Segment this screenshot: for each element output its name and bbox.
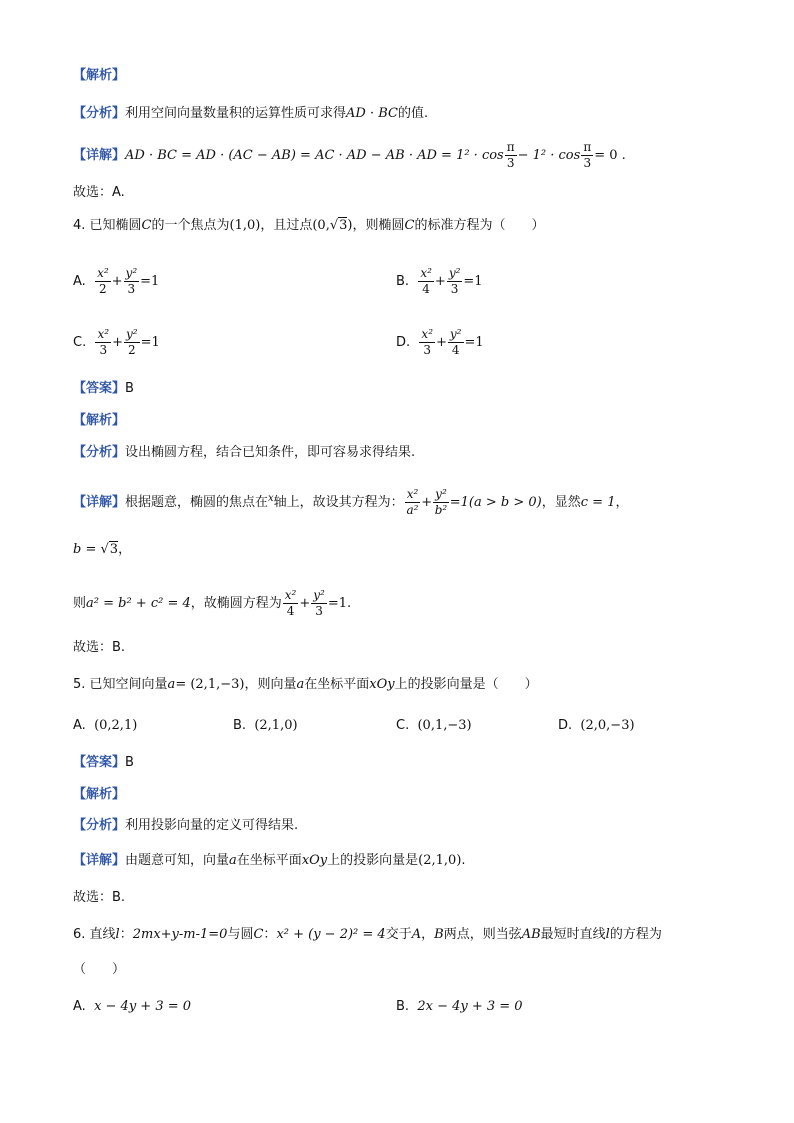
- q5-stem-b: ，则向量: [244, 677, 297, 692]
- q4-stem-a: 4. 已知椭圆: [73, 218, 142, 233]
- q5-plane2: xOy: [301, 853, 328, 868]
- q3-xiangjie-expr2: − 1² · cos: [517, 148, 581, 163]
- fenxi-expr: AD · BC: [346, 106, 398, 121]
- q5-option-d: D. (2,0,−3): [558, 718, 635, 733]
- q4-xiangjie: 【详解】根据题意，椭圆的焦点在$^x$轴上，故设其方程为： $\frac{\text{x²}}{\text{a²}}$ + $\frac{\text{y²}}{\text{b²}}$ =1(a > b > 0)，显然c = 1，: [73, 487, 629, 517]
- q6-AB: AB: [521, 927, 541, 942]
- frac-pi-3b: $\frac{\pi}{3}$: [583, 140, 592, 170]
- q4-xj-a: 根据题意，椭圆的焦点在: [125, 495, 269, 510]
- q5-fenxi-text: 利用投影向量的定义可得结果.: [125, 818, 299, 833]
- q4-option-b: B. $\frac{\text{x²}}{4}$ + $\frac{\text{y²}}{3}$ =1: [396, 266, 483, 296]
- q5-xj-a: 由题意可知，向量: [125, 853, 230, 868]
- q4-C2: C: [404, 218, 415, 233]
- q6-stem-e: 交于: [385, 927, 412, 942]
- frac-x2-a2: $\frac{\text{x²}}{\text{a²}}$: [406, 487, 419, 517]
- q5-stem-d: 上的投影向量是（ ）: [394, 677, 538, 692]
- q6-option-b: B. 2x − 4y + 3 = 0: [396, 999, 523, 1014]
- q4-stem-d: ，则椭圆: [352, 218, 405, 233]
- q6-stem-b: ：: [119, 927, 133, 942]
- q3-fenxi-line: [73, 104, 428, 124]
- fenxi-tail: 的值.: [397, 106, 429, 121]
- q5-xj-b: 在坐标平面: [236, 853, 302, 868]
- q4-then-a: 则: [73, 596, 87, 611]
- q4-a-eq: a² = b² + c² = 4: [86, 596, 191, 611]
- q5-stem: [73, 675, 538, 695]
- q5-vec-a2: a: [296, 677, 305, 692]
- q5-vec-val: = (2,1,−3): [175, 677, 245, 692]
- q6-paren: [73, 960, 125, 980]
- q6-l2: l: [605, 927, 610, 942]
- q6-paren-text: （ ）: [73, 962, 126, 977]
- xiangjie-label: 【详解】: [73, 495, 126, 510]
- q5-option-c: C. (0,1,−3): [396, 718, 472, 733]
- q4-answer-val: B: [125, 381, 134, 396]
- q4-C: C: [141, 218, 152, 233]
- q4-focus: (1,0): [229, 218, 261, 233]
- q6-C: C: [253, 927, 264, 942]
- q6-A: A: [411, 927, 422, 942]
- fenxi-label: 【分析】: [73, 445, 126, 460]
- q6-line-eq: 2mx+y-m-1=0: [132, 927, 228, 942]
- q3-xiangjie-line: [73, 140, 626, 171]
- frac-y2-b2: $\frac{\text{y²}}{\text{b²}}$: [434, 487, 448, 517]
- q4-b-eq: b = √3，: [73, 542, 132, 557]
- q5-answer-val: B: [125, 755, 134, 770]
- q4-jiexi: [73, 411, 125, 431]
- q6-circle-eq: x² + (y − 2)² = 4: [276, 927, 386, 942]
- q6-stem: 6. 直线l：2mx+y-m-1=0与圆C：x² + (y − 2)² = 4交于A，B两点，则当弦AB最短时直线l的方程为: [73, 927, 662, 942]
- q3-jiexi-label: [73, 66, 125, 86]
- q6-stem-c: 与圆: [227, 927, 254, 942]
- q4-xj-b: 轴上，故设其方程为：: [273, 495, 404, 510]
- q4-xj-x: x: [268, 493, 274, 504]
- q4-option-a: A. $\frac{\text{x²}}{2}$ + $\frac{\text{y²}}{3}$ =1: [73, 266, 160, 296]
- q5-option-b: B. (2,1,0): [233, 718, 298, 733]
- q5-answer-text: 故选：B.: [73, 890, 126, 905]
- q4-stem: [73, 216, 544, 236]
- q4-b-pre: b =: [73, 542, 101, 557]
- q4-option-d: D. $\frac{\text{x²}}{3}$ + $\frac{\text{y²}}{4}$ =1: [396, 327, 484, 357]
- daan-label: 【答案】: [73, 755, 126, 770]
- q6-l: l: [115, 927, 120, 942]
- xiangjie-label: 【详解】: [73, 148, 126, 163]
- jiexi-label: 【解析】: [73, 68, 126, 83]
- q4-stem-c: ，且过点: [260, 218, 313, 233]
- q4-fenxi-text: 设出椭圆方程，结合已知条件，即可容易求得结果.: [125, 445, 416, 460]
- q4-cond: =1(a > b > 0): [449, 495, 542, 510]
- q5-answer: [73, 888, 125, 908]
- q4-c-eq: c = 1: [580, 495, 616, 510]
- q4-answer-text: 故选：B.: [73, 640, 126, 655]
- q6-B: B: [434, 927, 444, 942]
- fenxi-label: 【分析】: [73, 106, 126, 121]
- q3-xiangjie-expr: AD · BC = AD · (AC − AB) = AC · AD − AB · AD = 1² · cos: [125, 148, 504, 163]
- q4-b-rad: 3: [109, 542, 119, 557]
- fenxi-label: 【分析】: [73, 818, 126, 833]
- q5-jiexi: [73, 785, 125, 805]
- jiexi-label: 【解析】: [73, 787, 126, 802]
- fenxi-text: 利用空间向量数量积的运算性质可求得: [125, 106, 347, 121]
- xiangjie-label: 【详解】: [73, 853, 126, 868]
- q4-final-tail: =1.: [327, 596, 352, 611]
- q6-stem-h: 的方程为: [609, 927, 662, 942]
- q4-stem-e: 的标准方程为（ ）: [414, 218, 545, 233]
- q6-stem-g: 最短时直线: [540, 927, 606, 942]
- q6-stem-d: ：: [263, 927, 277, 942]
- q4-fenxi: [73, 443, 415, 463]
- q6-option-a: A. x − 4y + 3 = 0: [73, 999, 192, 1014]
- q4-answer: [73, 638, 125, 658]
- q3-answer: [73, 183, 125, 203]
- q5-vec-a: a: [167, 677, 176, 692]
- q4-option-c: C. $\frac{\text{x²}}{3}$ + $\frac{\text{y²}}{2}$ =1: [73, 327, 160, 357]
- q4-point: (0,√3): [312, 218, 353, 233]
- q3-xiangjie-end: = 0 .: [594, 148, 626, 163]
- jiexi-label: 【解析】: [73, 413, 126, 428]
- q5-result: (2,1,0): [418, 853, 462, 868]
- q3-answer-text: 故选：A.: [73, 185, 125, 200]
- q4-daan: [73, 379, 134, 399]
- q5-stem-a: 5. 已知空间向量: [73, 677, 168, 692]
- q4-then-b: ，故椭圆方程为: [190, 596, 282, 611]
- q5-option-a: A. (0,2,1): [73, 718, 138, 733]
- q5-plane: xOy: [369, 677, 395, 692]
- q5-xj-c: 上的投影向量是: [327, 853, 419, 868]
- q4-then: 则a² = b² + c² = 4，故椭圆方程为 $\frac{\text{x²}}{4}$ + $\frac{\text{y²}}{3}$ =1.: [73, 588, 352, 618]
- q5-vec-a3: a: [229, 853, 237, 868]
- q4-stem-b: 的一个焦点为: [151, 218, 230, 233]
- q6-stem-a: 6. 直线: [73, 927, 116, 942]
- q6-stem-f: 两点，则当弦: [443, 927, 522, 942]
- q5-xiangjie: 【详解】由题意可知，向量a在坐标平面xOy上的投影向量是(2,1,0).: [73, 853, 466, 868]
- daan-label: 【答案】: [73, 381, 126, 396]
- q5-stem-c: 在坐标平面: [304, 677, 370, 692]
- frac-pi-3: $\frac{\pi}{3}$: [506, 140, 515, 170]
- q4-xj-c: ，显然: [541, 495, 581, 510]
- q5-fenxi: [73, 816, 298, 836]
- q5-daan: [73, 753, 134, 773]
